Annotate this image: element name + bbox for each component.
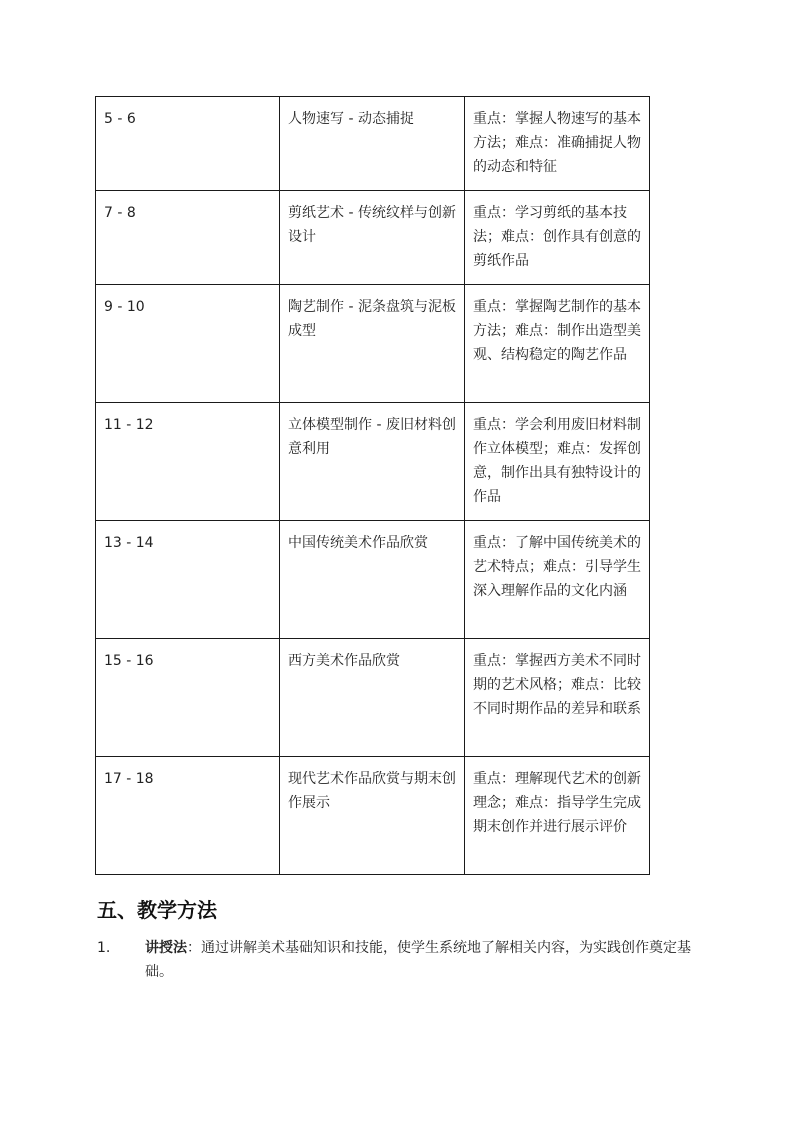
weeks-cell: 5 - 6	[96, 97, 280, 191]
topic-cell: 西方美术作品欣赏	[280, 639, 465, 757]
weeks-cell: 7 - 8	[96, 191, 280, 285]
key-points-cell: 重点：掌握陶艺制作的基本方法；难点：制作出造型美观、结构稳定的陶艺作品	[465, 285, 650, 403]
term-colon: ：	[187, 940, 201, 956]
weeks-cell: 15 - 16	[96, 639, 280, 757]
key-points-cell: 重点：学习剪纸的基本技法；难点：创作具有创意的剪纸作品	[465, 191, 650, 285]
teaching-methods-list	[97, 936, 707, 984]
list-item	[97, 936, 707, 984]
table-row	[96, 521, 650, 639]
method-term: 讲授法	[145, 940, 187, 956]
key-points-cell: 重点：掌握人物速写的基本方法；难点：准确捕捉人物的动态和特征	[465, 97, 650, 191]
list-number: 1.	[97, 940, 111, 956]
topic-cell: 剪纸艺术 - 传统纹样与创新设计	[280, 191, 465, 285]
teaching-schedule-table	[95, 96, 650, 875]
topic-cell: 中国传统美术作品欣赏	[280, 521, 465, 639]
table-row	[96, 757, 650, 875]
key-points-cell: 重点：理解现代艺术的创新理念；难点：指导学生完成期末创作并进行展示评价	[465, 757, 650, 875]
weeks-cell: 11 - 12	[96, 403, 280, 521]
weeks-cell: 17 - 18	[96, 757, 280, 875]
key-points-cell: 重点：掌握西方美术不同时期的艺术风格；难点：比较不同时期作品的差异和联系	[465, 639, 650, 757]
topic-cell: 陶艺制作 - 泥条盘筑与泥板成型	[280, 285, 465, 403]
section-title: 五、教学方法	[97, 898, 217, 922]
topic-cell: 人物速写 - 动态捕捉	[280, 97, 465, 191]
table-row	[96, 97, 650, 191]
table-row	[96, 639, 650, 757]
topic-cell: 立体模型制作 - 废旧材料创意利用	[280, 403, 465, 521]
topic-cell: 现代艺术作品欣赏与期末创作展示	[280, 757, 465, 875]
key-points-cell: 重点：了解中国传统美术的艺术特点；难点：引导学生深入理解作品的文化内涵	[465, 521, 650, 639]
table-row	[96, 191, 650, 285]
method-description: 通过讲解美术基础知识和技能，使学生系统地了解相关内容，为实践创作奠定基础。	[145, 940, 691, 980]
table-row	[96, 285, 650, 403]
weeks-cell: 9 - 10	[96, 285, 280, 403]
weeks-cell: 13 - 14	[96, 521, 280, 639]
table-row	[96, 403, 650, 521]
key-points-cell: 重点：学会利用废旧材料制作立体模型；难点：发挥创意，制作出具有独特设计的作品	[465, 403, 650, 521]
